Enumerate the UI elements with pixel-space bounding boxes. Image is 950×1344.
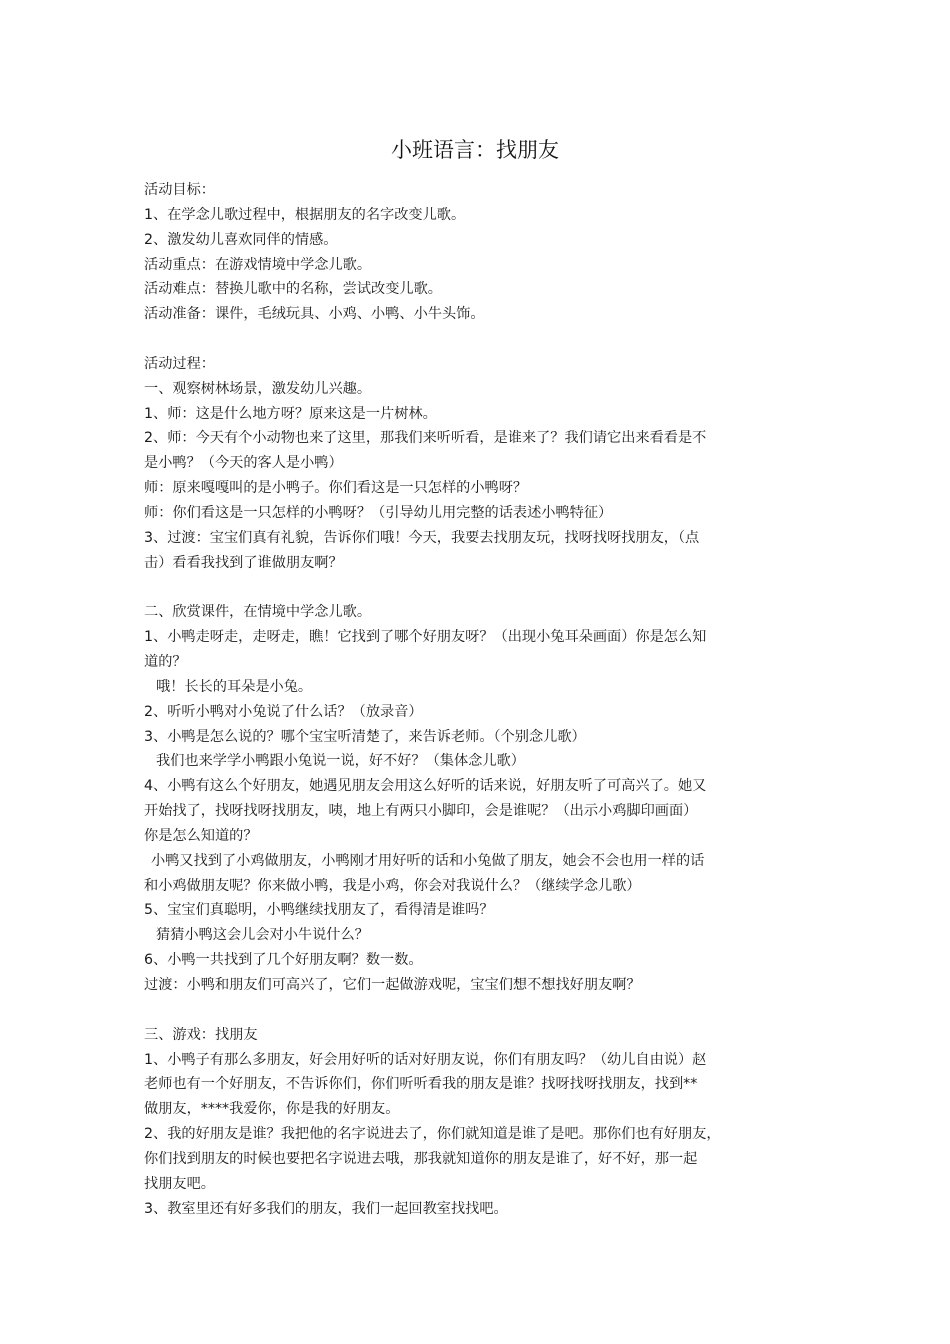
paragraph-line: 师：你们看这是一只怎样的小鸭呀？（引导幼儿用完整的话表述小鸭特征） bbox=[144, 504, 613, 521]
paragraph-line: 老师也有一个好朋友，不告诉你们，你们听听看我的朋友是谁？找呀找呀找朋友，找到** bbox=[144, 1076, 698, 1093]
paragraph-line: 你们找到朋友的时候也要把名字说进去哦，那我就知道你的朋友是谁了，好不好，那一起 bbox=[144, 1150, 698, 1167]
paragraph-line: 师：原来嘎嘎叫的是小鸭子。你们看这是一只怎样的小鸭呀？ bbox=[144, 480, 528, 497]
paragraph-gap bbox=[144, 998, 816, 1023]
paragraph-line: 6、小鸭一共找到了几个好朋友啊？数一数。 bbox=[144, 952, 423, 969]
paragraph-line: 2、听听小鸭对小兔说了什么话？（放录音） bbox=[144, 703, 423, 720]
process-heading: 活动过程： bbox=[144, 355, 215, 372]
paragraph-line: 找朋友吧。 bbox=[144, 1175, 215, 1192]
paragraph-line: 2、我的好朋友是谁？我把他的名字说进去了，你们就知道是谁了是吧。那你们也有好朋友， bbox=[144, 1126, 721, 1143]
paragraph-line: 道的？ bbox=[144, 654, 187, 671]
section-heading: 二、欣赏课件，在情境中学念儿歌。 bbox=[144, 604, 372, 621]
page-title: 小班语言：找朋友 bbox=[391, 138, 559, 162]
paragraph-gap bbox=[144, 576, 816, 601]
paragraph-line: 3、小鸭是怎么说的？哪个宝宝听清楚了，来告诉老师。（个别念儿歌） bbox=[144, 728, 586, 745]
goal-item: 2、激发幼儿喜欢同伴的情感。 bbox=[144, 231, 338, 248]
section-heading: 三、游戏：找朋友 bbox=[144, 1026, 258, 1043]
paragraph-line: 开始找了，找呀找呀找朋友，咦，地上有两只小脚印，会是谁呢？（出示小鸡脚印画面） bbox=[144, 803, 698, 820]
preparation: 活动准备：课件，毛绒玩具、小鸡、小鸭、小牛头饰。 bbox=[144, 306, 485, 323]
difficult-point: 活动难点：替换儿歌中的名称，尝试改变儿歌。 bbox=[144, 281, 442, 298]
paragraph-line: 做朋友，****我爱你，你是我的好朋友。 bbox=[144, 1101, 400, 1118]
paragraph-line: 1、小鸭子有那么多朋友，好会用好听的话对好朋友说，你们有朋友吗？（幼儿自由说）赵 bbox=[144, 1051, 707, 1068]
paragraph-line: 3、教室里还有好多我们的朋友，我们一起回教室找找吧。 bbox=[144, 1200, 508, 1217]
paragraph-line: 是小鸭？（今天的客人是小鸭） bbox=[144, 455, 343, 472]
paragraph-line: 你是怎么知道的？ bbox=[144, 827, 258, 844]
paragraph-line: 过渡：小鸭和朋友们可高兴了，它们一起做游戏呢，宝宝们想不想找好朋友啊？ bbox=[144, 977, 641, 993]
paragraph-line: 猜猜小鸭这会儿会对小牛说什么？ bbox=[156, 927, 369, 944]
key-point: 活动重点：在游戏情境中学念儿歌。 bbox=[144, 256, 372, 273]
section-heading: 一、观察树林场景，激发幼儿兴趣。 bbox=[144, 380, 372, 397]
paragraph-line: 4、小鸭有这么个好朋友，她遇见朋友会用这么好听的话来说，好朋友听了可高兴了。她又 bbox=[144, 778, 707, 795]
paragraph-line: 3、过渡：宝宝们真有礼貌，告诉你们哦！今天，我要去找朋友玩，找呀找呀找朋友，（点 bbox=[144, 529, 700, 546]
goals-heading: 活动目标： bbox=[144, 182, 215, 198]
paragraph-line: 哦！长长的耳朵是小兔。 bbox=[156, 678, 313, 695]
paragraph-line: 和小鸡做朋友呢？你来做小鸭，我是小鸡，你会对我说什么？（继续学念儿歌） bbox=[144, 877, 641, 894]
paragraph-line: 2、师：今天有个小动物也来了这里，那我们来听听看，是谁来了？我们请它出来看看是不 bbox=[144, 430, 707, 447]
paragraph-line: 1、小鸭走呀走，走呀走，瞧！它找到了哪个好朋友呀？（出现小兔耳朵画面）你是怎么知 bbox=[144, 629, 707, 646]
paragraph-line: 我们也来学学小鸭跟小兔说一说，好不好？（集体念儿歌） bbox=[156, 753, 525, 770]
paragraph-line: 1、师：这是什么地方呀？原来这是一片树林。 bbox=[144, 405, 437, 422]
paragraph-gap bbox=[144, 327, 816, 352]
paragraph-line: 小鸭又找到了小鸡做朋友，小鸭刚才用好听的话和小兔做了朋友，她会不会也用一样的话 bbox=[151, 852, 705, 869]
paragraph-line: 击）看看我找到了谁做朋友啊？ bbox=[144, 554, 343, 571]
paragraph-line: 5、宝宝们真聪明，小鸭继续找朋友了，看得清是谁吗？ bbox=[144, 902, 494, 919]
goal-item: 1、在学念儿歌过程中，根据朋友的名字改变儿歌。 bbox=[144, 206, 466, 223]
document-body bbox=[144, 178, 816, 1221]
